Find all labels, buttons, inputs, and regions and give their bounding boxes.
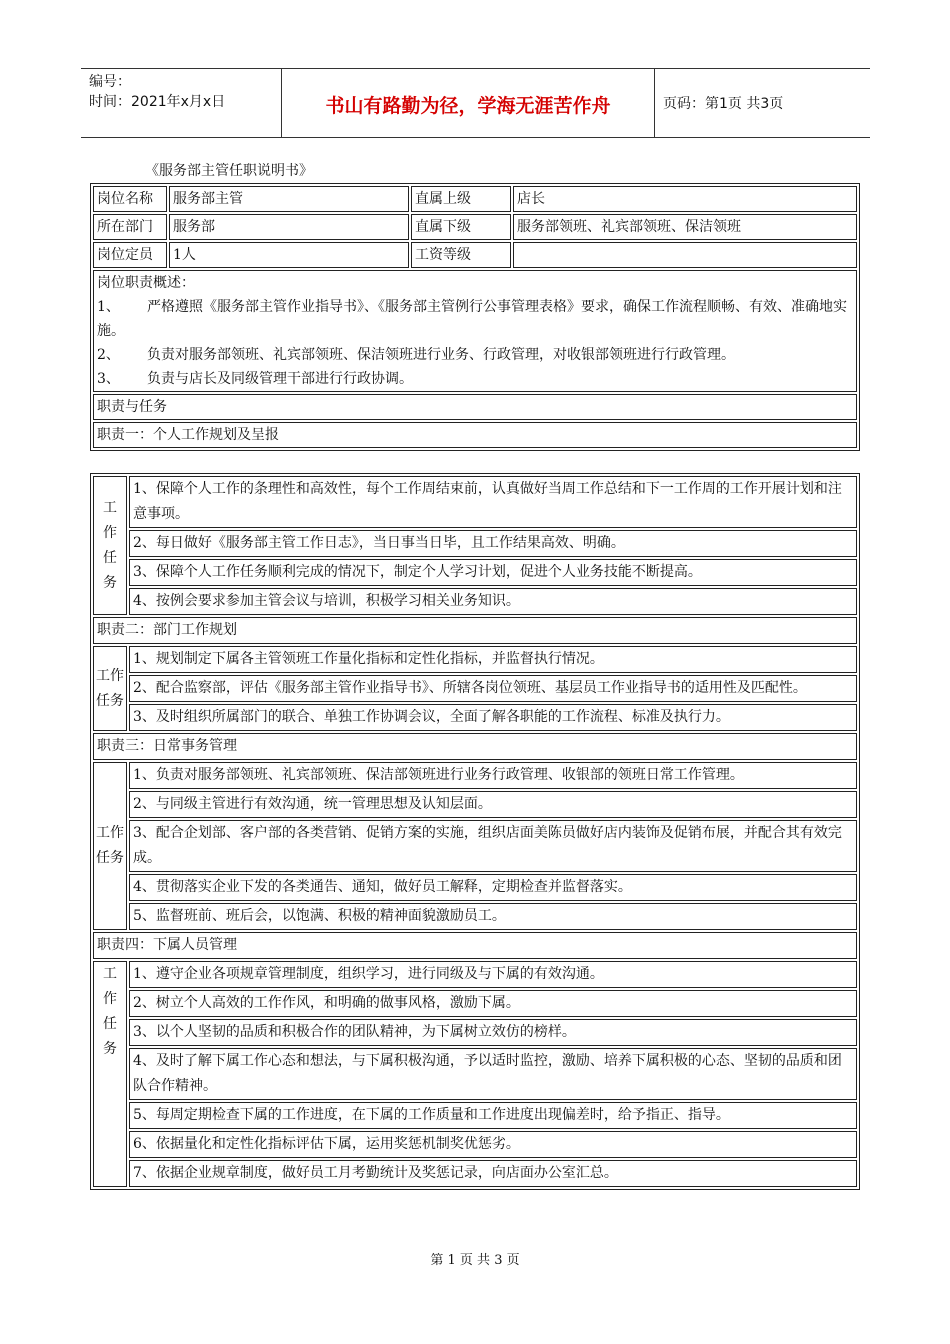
table-row (93, 874, 857, 901)
task-item: 4、按例会要求参加主管会议与培训，积极学习相关业务知识。 (129, 588, 857, 615)
table-row (93, 1019, 857, 1046)
table-row (93, 762, 857, 789)
overview-item: 3、 负责与店长及同级管理干部进行行政协调。 (97, 371, 413, 387)
duty-heading: 职责一：个人工作规划及呈报 (93, 422, 857, 448)
table-row (93, 476, 857, 528)
number-label: 编号： (89, 74, 131, 90)
page-header (81, 68, 870, 138)
task-item: 6、依据量化和定性化指标评估下属，运用奖惩机制奖优惩劣。 (129, 1131, 857, 1158)
overview-cell (93, 270, 857, 392)
table-row (93, 791, 857, 818)
table-cell: 所在部门 (93, 214, 167, 240)
task-item: 3、以个人坚韧的品质和积极合作的团队精神，为下属树立效仿的榜样。 (129, 1019, 857, 1046)
task-item: 2、配合监察部，评估《服务部主管作业指导书》、所辖各岗位领班、基层员工作业指导书的适用性及匹配性。 (129, 675, 857, 702)
table-cell: 岗位名称 (93, 186, 167, 212)
table-row (93, 733, 857, 760)
table-row (93, 394, 857, 420)
table-row (93, 961, 857, 988)
header-divider (654, 69, 655, 137)
table-cell: 直属下级 (411, 214, 511, 240)
table-row (93, 675, 857, 702)
table-row (93, 559, 857, 586)
task-side-label: 工作任务 (93, 646, 127, 731)
overview-item: 2、 负责对服务部领班、礼宾部领班、保洁领班进行业务、行政管理，对收银部领班进行行政管理。 (97, 347, 735, 363)
table-row (93, 242, 857, 268)
time-label: 时间：2021年x月x日 (89, 94, 226, 110)
table-row (93, 704, 857, 731)
task-side-label: 工作任务 (93, 476, 127, 615)
task-item: 1、负责对服务部领班、礼宾部领班、保洁部领班进行业务行政管理、收银部的领班日常工作管理。 (129, 762, 857, 789)
table-row (93, 186, 857, 212)
table-row (93, 1160, 857, 1187)
info-table (90, 183, 860, 451)
table-cell: 直属上级 (411, 186, 511, 212)
task-item: 4、贯彻落实企业下发的各类通告、通知，做好员工解释，定期检查并监督落实。 (129, 874, 857, 901)
table-row (93, 932, 857, 959)
task-side-label: 工作任务 (93, 961, 127, 1187)
task-item: 1、规划制定下属各主管领班工作量化指标和定性化指标，并监督执行情况。 (129, 646, 857, 673)
overview-title: 岗位职责概述： (97, 275, 195, 291)
task-side-label: 工作任务 (93, 762, 127, 930)
task-item: 5、监督班前、班后会，以饱满、积极的精神面貌激励员工。 (129, 903, 857, 930)
task-table (90, 473, 860, 1190)
table-row (93, 422, 857, 448)
table-row (93, 1048, 857, 1100)
table-cell: 服务部领班、礼宾部领班、保洁领班 (513, 214, 857, 240)
duties-heading: 职责与任务 (93, 394, 857, 420)
table-cell: 岗位定员 (93, 242, 167, 268)
task-item: 4、及时了解下属工作心态和想法，与下属积极沟通，予以适时监控，激励、培养下属积极的心态、坚韧的品质和团队合作精神。 (129, 1048, 857, 1100)
duty-heading: 职责三：日常事务管理 (93, 733, 857, 760)
task-item: 3、配合企划部、客户部的各类营销、促销方案的实施，组织店面美陈员做好店内装饰及促销布展，并配合其有效完成。 (129, 820, 857, 872)
task-item: 7、依据企业规章制度，做好员工月考勤统计及奖惩记录，向店面办公室汇总。 (129, 1160, 857, 1187)
table-row (93, 1131, 857, 1158)
table-cell: 工资等级 (411, 242, 511, 268)
task-item: 5、每周定期检查下属的工作进度，在下属的工作质量和工作进度出现偏差时，给予指正、指导。 (129, 1102, 857, 1129)
task-item: 2、与同级主管进行有效沟通，统一管理思想及认知层面。 (129, 791, 857, 818)
table-row (93, 270, 857, 392)
table-cell (513, 242, 857, 268)
table-row (93, 990, 857, 1017)
task-item: 2、树立个人高效的工作作风，和明确的做事风格，激励下属。 (129, 990, 857, 1017)
task-item: 1、遵守企业各项规章管理制度，组织学习，进行同级及与下属的有效沟通。 (129, 961, 857, 988)
page-footer: 第 1 页 共 3 页 (430, 1253, 520, 1268)
header-motto: 书山有路勤为径，学海无涯苦作舟 (325, 95, 611, 117)
table-row (93, 646, 857, 673)
duty-heading: 职责二：部门工作规划 (93, 617, 857, 644)
duty-heading: 职责四：下属人员管理 (93, 932, 857, 959)
table-cell: 1人 (169, 242, 409, 268)
table-cell: 服务部主管 (169, 186, 409, 212)
header-meta (89, 72, 279, 112)
header-page-info: 页码：第1页 共3页 (663, 96, 784, 112)
task-item: 3、保障个人工作任务顺利完成的情况下，制定个人学习计划，促进个人业务技能不断提高。 (129, 559, 857, 586)
table-row (93, 903, 857, 930)
document-title: 《服务部主管任职说明书》 (145, 163, 313, 179)
task-item: 2、每日做好《服务部主管工作日志》，当日事当日毕，且工作结果高效、明确。 (129, 530, 857, 557)
table-row (93, 820, 857, 872)
table-row (93, 530, 857, 557)
table-row (93, 214, 857, 240)
table-cell: 店长 (513, 186, 857, 212)
task-item: 1、保障个人工作的条理性和高效性，每个工作周结束前，认真做好当周工作总结和下一工作周的工作开展计划和注意事项。 (129, 476, 857, 528)
task-item: 3、及时组织所属部门的联合、单独工作协调会议，全面了解各职能的工作流程、标准及执行力。 (129, 704, 857, 731)
table-row (93, 588, 857, 615)
table-cell: 服务部 (169, 214, 409, 240)
table-row (93, 1102, 857, 1129)
table-row (93, 617, 857, 644)
overview-item: 1、 严格遵照《服务部主管作业指导书》、《服务部主管例行公事管理表格》要求，确保工作流程顺畅、有效、准确地实施。 (97, 299, 847, 339)
